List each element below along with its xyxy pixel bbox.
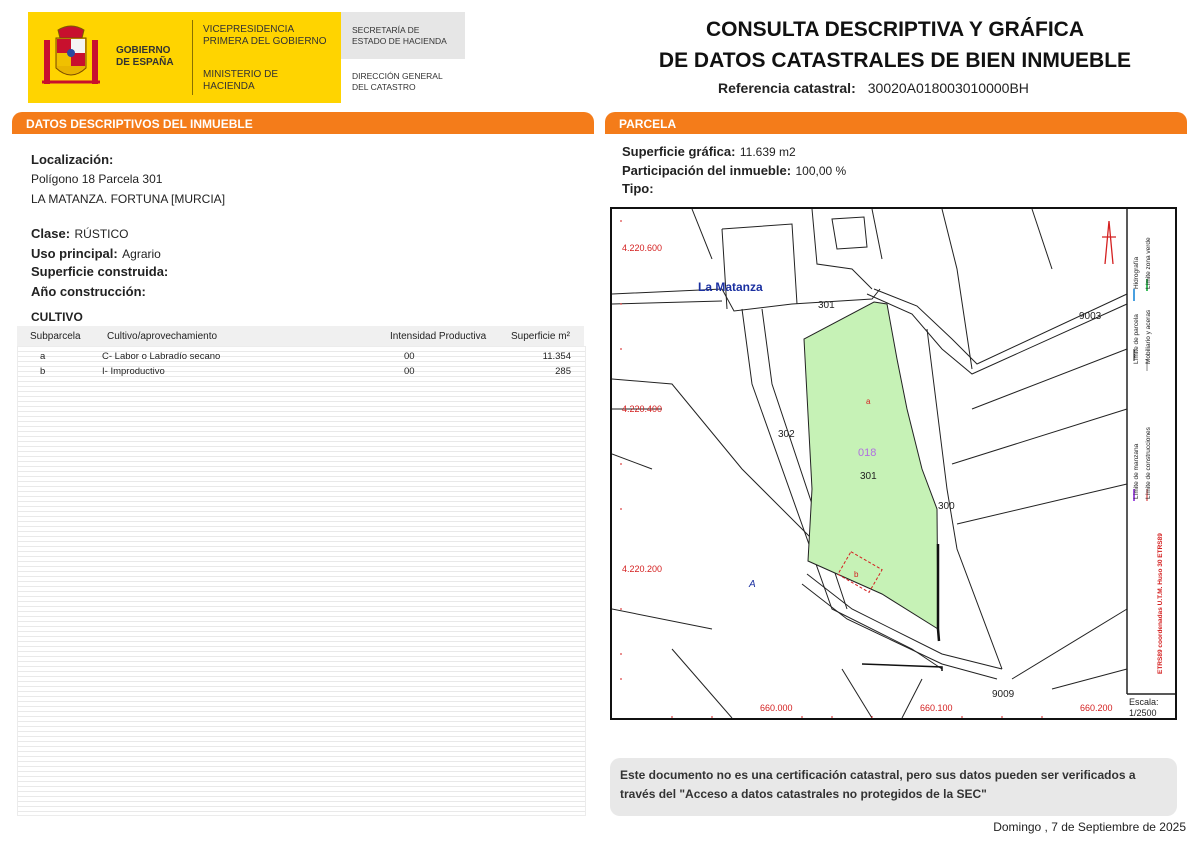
disclaimer-note: Este documento no es una certificación catastral, pero sus datos pueden ser verificados a través del "Acceso a datos catastrales no protegidos de la SEC" (610, 758, 1177, 816)
reference-label: Referencia catastral: (718, 80, 856, 96)
parcel-label: 9009 (992, 689, 1015, 700)
scale-value: 1/2500 (1129, 708, 1157, 718)
reference-line (718, 80, 1029, 96)
tipo-label: Tipo: (622, 181, 654, 196)
projection-text: ETRS89 coordenadas U.T.M. Huso 30 ETRS89 (1157, 533, 1164, 674)
superficie-grafica-row (622, 143, 796, 161)
scale-block (1129, 697, 1159, 719)
gobierno-text: GOBIERNO DE ESPAÑA (116, 45, 174, 68)
cell-intensidad: 00 (404, 366, 415, 377)
coat-of-arms-icon (38, 22, 104, 94)
cadastral-map[interactable] (610, 207, 1177, 720)
parcel-label: 302 (778, 429, 795, 440)
participacion-label: Participación del inmueble: (622, 163, 792, 178)
clase-value: RÚSTICO (74, 227, 129, 241)
legend-item: Hidrografía (1133, 256, 1140, 289)
coord-x-label: 660.000 (760, 703, 793, 713)
clase-label: Clase: (31, 226, 71, 241)
cultivo-table-header (17, 326, 584, 346)
title-line-1: CONSULTA DESCRIPTIVA Y GRÁFICA (705, 18, 1085, 41)
svg-text:b: b (854, 570, 859, 579)
cell-subparcela: a (40, 351, 46, 362)
reference-value: 30020A018003010000BH (867, 80, 1029, 96)
table-row (18, 349, 585, 364)
legend-item: Límite zona verde (1145, 237, 1152, 289)
parcel-label: 300 (938, 501, 955, 512)
descriptive-heading: DATOS DESCRIPTIVOS DEL INMUEBLE (12, 112, 594, 134)
col-cultivo: Cultivo/aprovechamiento (107, 331, 218, 342)
col-subparcela: Subparcela (30, 331, 81, 342)
secretaria-block (341, 12, 465, 59)
parcela-heading: PARCELA (605, 112, 1187, 134)
superficie-grafica-value: 11.639 m2 (739, 145, 796, 159)
cell-intensidad: 00 (404, 351, 415, 362)
coord-y-label: 4.220.400 (622, 404, 663, 414)
superficie-construida-label: Superficie construida: (31, 264, 169, 279)
map-drawing (612, 209, 1175, 718)
direccion-text: DIRECCIÓN GENERAL DEL CATASTRO (352, 71, 443, 92)
parcel-label: 301 (818, 300, 835, 311)
secretaria-text: SECRETARÍA DE ESTADO DE HACIENDA (352, 25, 447, 46)
parcel-label: 9003 (1079, 311, 1102, 322)
cultivo-table-body (17, 346, 586, 816)
col-intensidad: Intensidad Productiva (390, 331, 487, 342)
legend-item: Límite de construcciones (1145, 427, 1152, 499)
title-line-2: DE DATOS CATASTRALES DE BIEN INMUEBLE (658, 49, 1132, 72)
clase-row (31, 225, 128, 243)
parcel-label: 301 (860, 471, 877, 482)
cell-superficie: 285 (555, 366, 571, 377)
svg-text:A: A (749, 579, 756, 590)
cell-cultivo: I- Improductivo (102, 366, 165, 377)
legend-item: Límite de manzana (1133, 443, 1140, 499)
uso-label: Uso principal: (31, 246, 118, 261)
government-logo-block (28, 12, 341, 103)
localizacion-line-1: Polígono 18 Parcela 301 (31, 172, 163, 186)
participacion-value: 100,00 % (795, 164, 847, 178)
col-superficie: Superficie m² (511, 331, 570, 342)
coord-y-label: 4.220.200 (622, 564, 663, 574)
uso-value: Agrario (122, 247, 161, 261)
legend-item: Mobiliario y aceras (1145, 309, 1152, 364)
participacion-row (622, 162, 846, 180)
legend-item: Límite de parcela (1133, 314, 1140, 364)
table-row (18, 364, 585, 379)
svg-text:a: a (866, 397, 871, 406)
north-arrow-icon (1102, 221, 1116, 264)
direccion-block (341, 59, 465, 103)
coord-x-label: 660.200 (1080, 703, 1113, 713)
scale-label: Escala: (1129, 697, 1159, 707)
polygon-number: 018 (858, 447, 877, 459)
cultivo-heading: CULTIVO (31, 310, 83, 324)
divider (192, 20, 193, 95)
uso-row (31, 245, 161, 263)
anio-construccion-label: Año construcción: (31, 284, 146, 299)
cell-cultivo: C- Labor o Labradío secano (102, 351, 221, 362)
document-date: Domingo , 7 de Septiembre de 2025 (993, 820, 1186, 834)
place-name: La Matanza (698, 280, 763, 294)
coord-y-label: 4.220.600 (622, 243, 663, 253)
cell-superficie: 11.354 (542, 351, 571, 362)
ministerio-text: MINISTERIO DE HACIENDA (203, 69, 279, 92)
vicepresidencia-text: VICEPRESIDENCIA PRIMERA DEL GOBIERNO (203, 24, 327, 47)
map-legend (1129, 229, 1175, 689)
localizacion-label: Localización: (31, 152, 114, 167)
cell-subparcela: b (40, 366, 46, 377)
page-title (600, 14, 1190, 76)
localizacion-line-2: LA MATANZA. FORTUNA [MURCIA] (31, 192, 226, 206)
superficie-grafica-label: Superficie gráfica: (622, 144, 736, 159)
coord-x-label: 660.100 (920, 703, 953, 713)
